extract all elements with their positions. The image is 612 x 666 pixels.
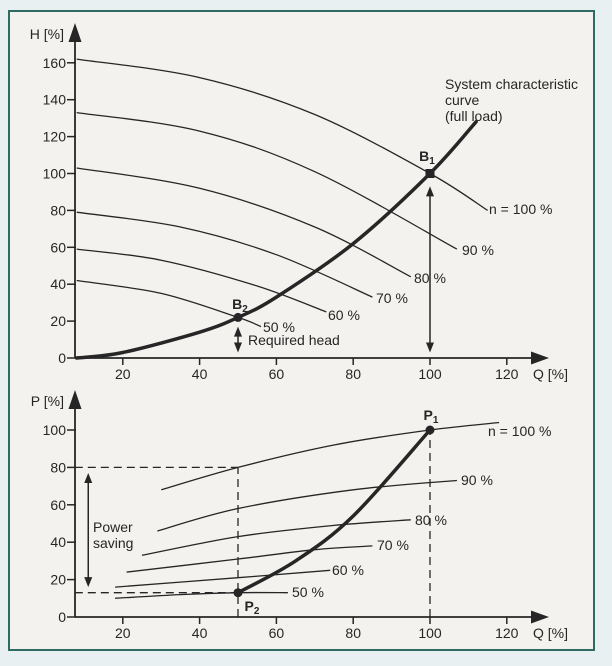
- bottom-x-tick-label: 60: [268, 625, 285, 641]
- top-x-tick-label: 80: [345, 366, 361, 382]
- bottom-y-axis-arrow-icon: [69, 390, 82, 409]
- top-x-tick-label: 100: [418, 366, 442, 382]
- top-speed-curve-label: 50 %: [263, 319, 295, 335]
- top-y-tick-label: 0: [58, 350, 66, 366]
- bottom-point-P1: [426, 426, 435, 435]
- bottom-y-axis-title: P [%]: [30, 393, 64, 409]
- top-speed-curve-1: [77, 113, 457, 250]
- bottom-arrow-0-head-up: [84, 473, 92, 483]
- bottom-x-tick-label: 20: [115, 625, 131, 641]
- bottom-x-axis-title: Q [%]: [533, 625, 569, 641]
- top-speed-curve-label: 80 %: [414, 270, 446, 286]
- bottom-x-axis-arrow-icon: [531, 611, 549, 624]
- bottom-y-tick-label: 60: [50, 496, 66, 513]
- top-speed-curve-2: [77, 168, 411, 277]
- top-y-tick-label: 100: [42, 165, 66, 182]
- top-y-tick-label: 80: [50, 202, 66, 219]
- bottom-speed-curve-label: n = 100 %: [488, 423, 552, 439]
- bottom-y-tick-label: 100: [42, 422, 66, 438]
- top-y-tick-label: 140: [42, 91, 66, 108]
- top-speed-curve-label: 60 %: [328, 307, 360, 323]
- bottom-x-tick-label: 100: [418, 625, 442, 641]
- top-point-label-B1: $B_1$: [419, 148, 435, 167]
- bottom-speed-curve-label: 60 %: [332, 562, 364, 578]
- bottom-y-tick-label: 80: [50, 459, 66, 476]
- bottom-x-tick-label: 80: [345, 625, 361, 641]
- top-system-curve-label: (full load): [445, 108, 503, 124]
- top-speed-curve-label: 70 %: [376, 290, 408, 306]
- bottom-point-label-P1: $P_1$: [423, 407, 439, 426]
- top-y-tick-label: 160: [42, 54, 66, 71]
- bottom-arrow-0-head-down: [84, 577, 92, 587]
- top-x-tick-label: 60: [268, 366, 285, 382]
- top-y-axis-arrow-icon: [69, 23, 82, 42]
- top-system-curve-label: System characteristic: [445, 76, 579, 92]
- top-x-axis-arrow-icon: [531, 352, 549, 365]
- bottom-y-tick-label: 0: [58, 609, 66, 625]
- top-x-tick-label: 20: [115, 366, 131, 382]
- top-point-B1: [426, 169, 435, 178]
- top-arrow-1-head-down: [234, 342, 242, 352]
- top-speed-curve-label: 90 %: [462, 242, 494, 258]
- top-y-tick-label: 40: [50, 276, 66, 293]
- bottom-y-tick-label: 20: [50, 571, 66, 588]
- top-point-B2: [234, 313, 243, 322]
- top-arrow-1-head-up: [234, 327, 242, 337]
- bottom-x-tick-label: 40: [191, 625, 208, 641]
- bottom-speed-curve-label: 90 %: [461, 472, 493, 488]
- bottom-annotation: saving: [93, 535, 134, 551]
- top-y-tick-label: 20: [50, 313, 66, 330]
- top-speed-curve-0: [77, 59, 488, 210]
- bottom-speed-curve-5: [115, 593, 288, 599]
- bottom-speed-curve-2: [142, 520, 411, 556]
- top-point-label-B2: $B_2$: [232, 296, 248, 315]
- bottom-y-tick-label: 40: [50, 534, 66, 551]
- top-system-curve-label: curve: [445, 92, 480, 108]
- bottom-x-tick-label: 120: [495, 625, 519, 641]
- bottom-point-P2: [234, 588, 243, 597]
- top-speed-curve-4: [77, 249, 327, 312]
- bottom-speed-curve-label: 50 %: [292, 584, 324, 600]
- top-arrow-0-head-down: [426, 342, 434, 352]
- top-x-tick-label: 120: [495, 366, 519, 382]
- bottom-point-label-P2: $P_2$: [244, 598, 260, 617]
- top-y-tick-label: 120: [42, 128, 66, 145]
- bottom-speed-curve-0: [161, 423, 499, 490]
- top-x-axis-title: Q [%]: [533, 366, 569, 382]
- bottom-speed-curve-1: [157, 481, 457, 532]
- bottom-annotation: Power: [93, 519, 133, 535]
- top-y-tick-label: 60: [50, 239, 66, 256]
- top-speed-curve-label: n = 100 %: [489, 201, 553, 217]
- top-y-axis-title: H [%]: [29, 26, 64, 42]
- bottom-speed-curve-label: 80 %: [415, 512, 447, 528]
- bottom-speed-curve-label: 70 %: [377, 537, 409, 553]
- top-arrow-0-head-up: [426, 186, 434, 196]
- top-annotation: Required head: [248, 332, 340, 348]
- top-x-tick-label: 40: [191, 366, 208, 382]
